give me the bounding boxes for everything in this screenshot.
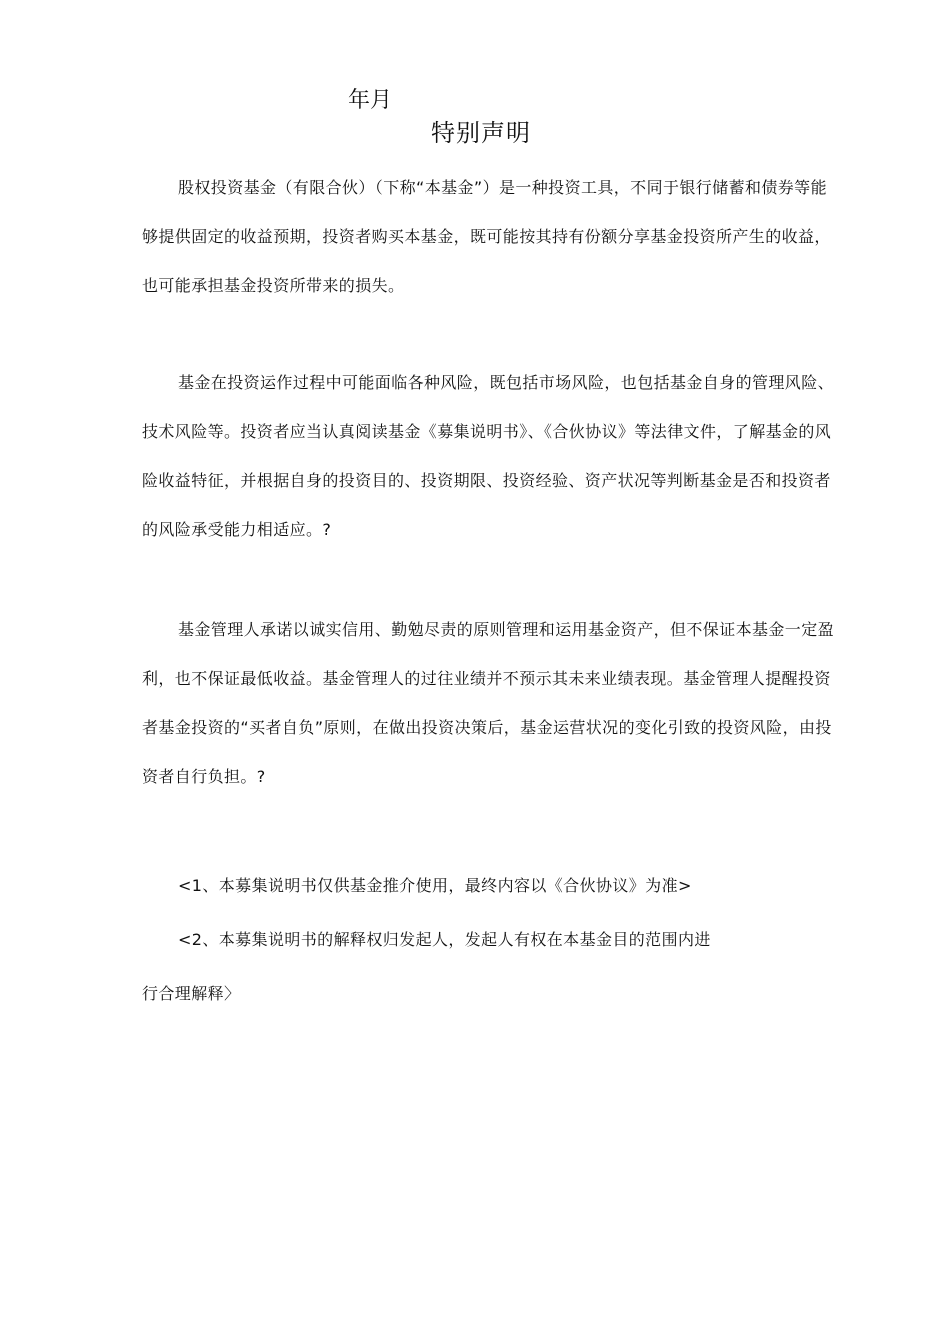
note-item-2: <2、本募集说明书的解释权归发起人，发起人有权在本基金目的范围内进 xyxy=(178,930,711,949)
paragraph-investment-tool: 股权投资基金（有限合伙）（下称“本基金”）是一种投资工具，不同于银行储蓄和债券等能够提供固定的收益预期，投资者购买本基金，既可能按其持有份额分享基金投资所产生的收益，也可能承担基金投资所带来的损失。 xyxy=(142,178,831,295)
note-item-1: <1、本募集说明书仅供基金推介使用，最终内容以《合伙协议》为准> xyxy=(178,876,692,895)
paragraph-manager-commitment: 基金管理人承诺以诚实信用、勤勉尽责的原则管理和运用基金资产，但不保证本基金一定盈利，也不保证最低收益。基金管理人的过往业绩并不预示其未来业绩表现。基金管理人提醒投资者基金投资的“买者自负”原则，在做出投资决策后，基金运营状况的变化引致的投资风险，由投资者自行负担。? xyxy=(142,620,835,786)
note-item-2-continued: 行合理解释〉 xyxy=(142,984,241,1003)
paragraph-risk-notice: 基金在投资运作过程中可能面临各种风险，既包括市场风险，也包括基金自身的管理风险、技术风险等。投资者应当认真阅读基金《募集说明书》、《合伙协议》等法律文件，了解基金的风险收益特征，并根据自身的投资目的、投资期限、投资经验、资产状况等判断基金是否和投资者的风险承受能力相适应。? xyxy=(142,373,835,539)
date-line: 年月 xyxy=(348,88,393,113)
page-title: 特别声明 xyxy=(431,119,531,147)
